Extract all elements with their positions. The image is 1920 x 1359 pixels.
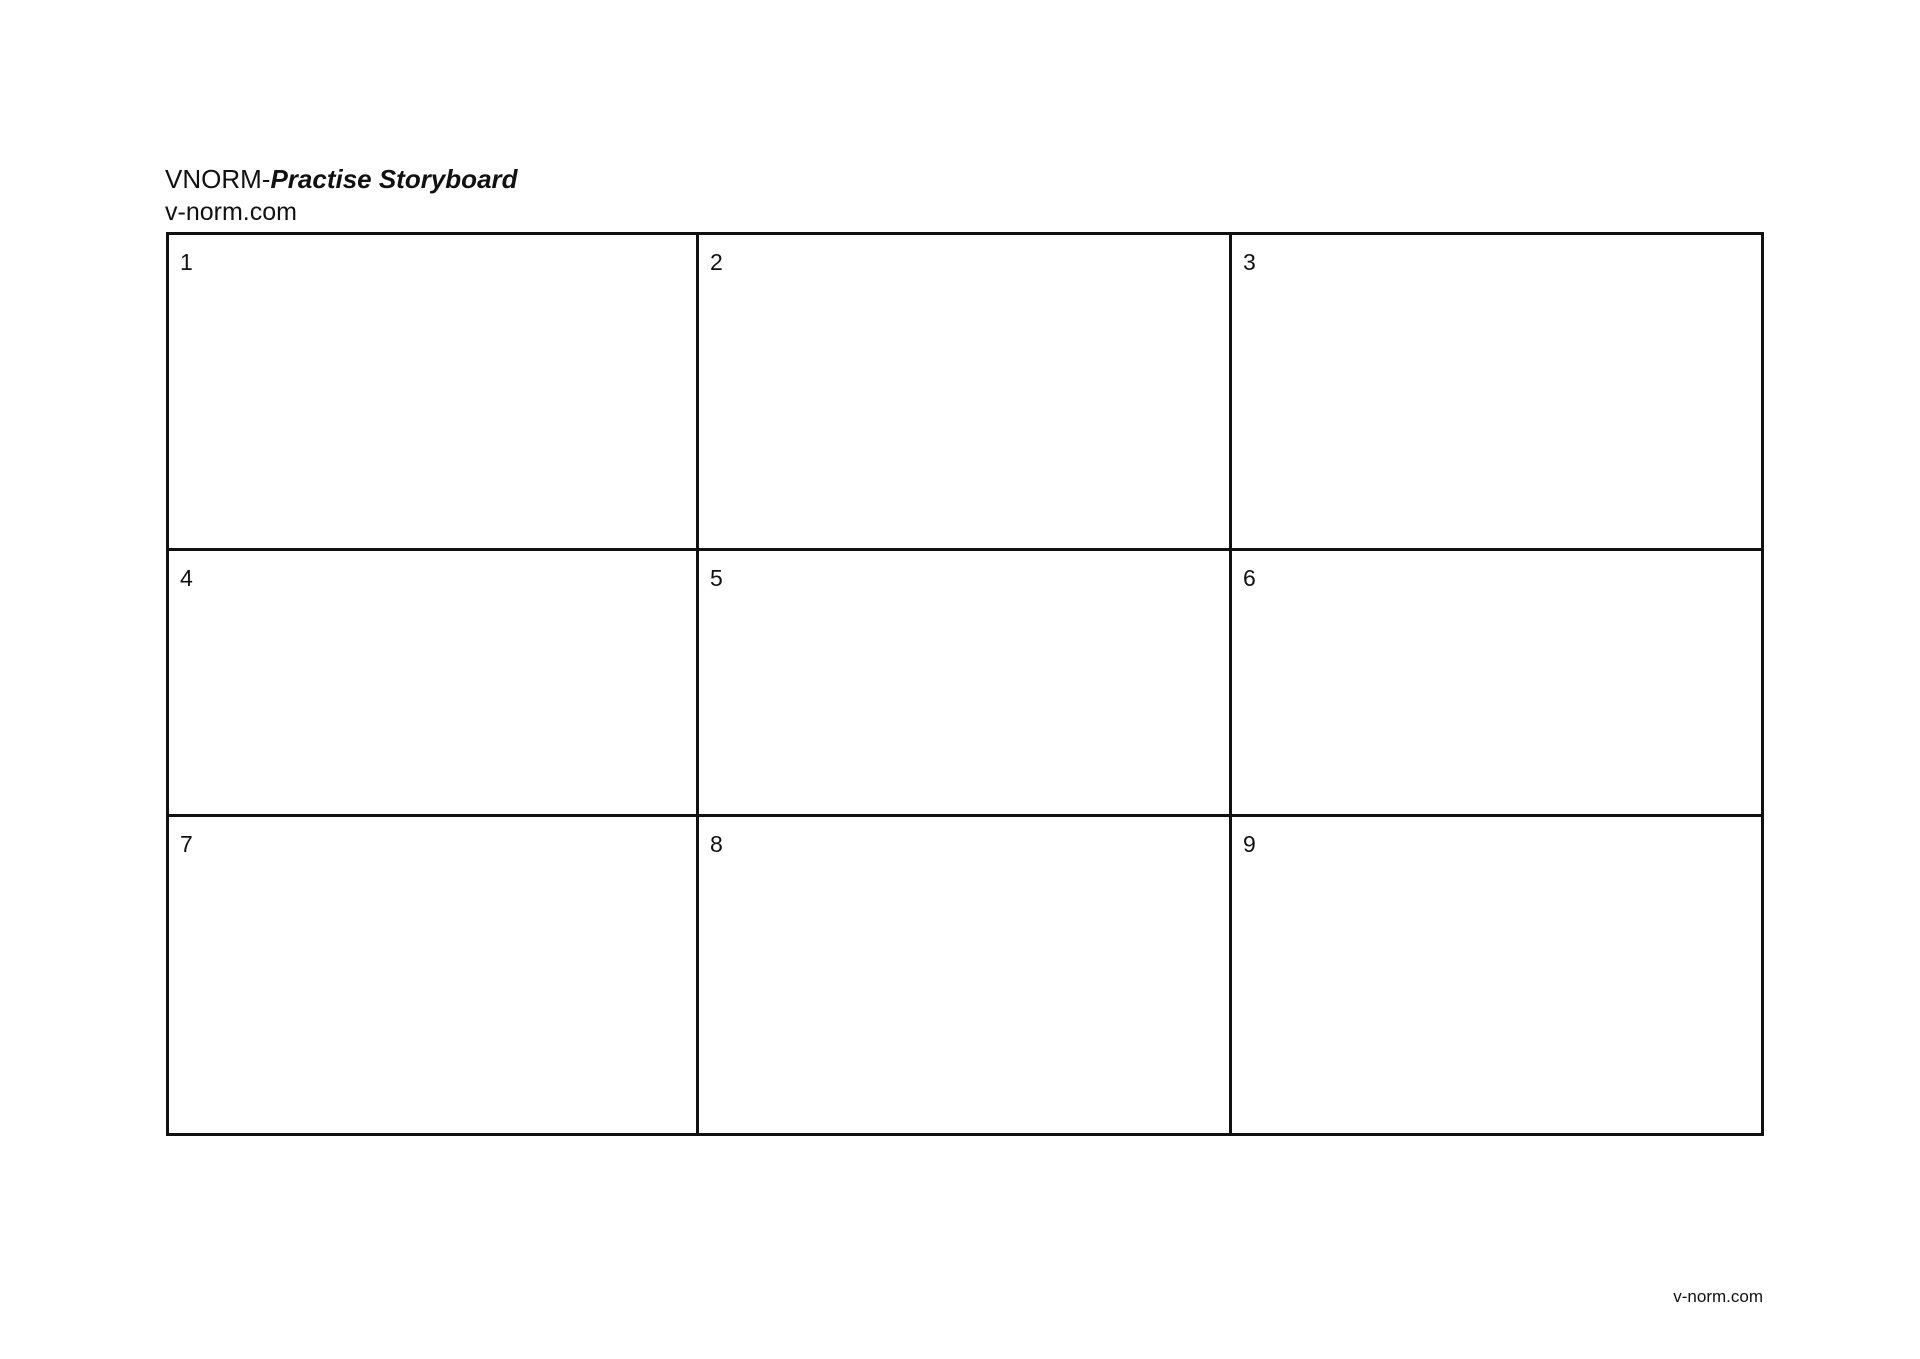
panel-number: 5 [710, 565, 723, 591]
panel-number: 3 [1243, 249, 1256, 275]
footer-url: v-norm.com [1673, 1287, 1763, 1306]
panel-number: 1 [180, 249, 193, 275]
panel-number: 4 [180, 565, 193, 591]
storyboard-panel-4 [169, 551, 699, 817]
panel-number: 6 [1243, 565, 1256, 591]
panel-number: 9 [1243, 831, 1256, 857]
title-prefix: VNORM- [165, 164, 271, 194]
site-url: v-norm.com [165, 198, 297, 226]
page-title [165, 163, 518, 195]
storyboard-panel-5 [699, 551, 1232, 817]
storyboard-panel-2 [699, 235, 1232, 551]
storyboard-panel-8 [699, 817, 1232, 1133]
panel-number: 7 [180, 831, 193, 857]
page-header [165, 163, 518, 228]
storyboard-grid [166, 232, 1764, 1136]
storyboard-panel-7 [169, 817, 699, 1133]
storyboard-panel-9 [1232, 817, 1761, 1133]
storyboard-panel-1 [169, 235, 699, 551]
storyboard-panel-3 [1232, 235, 1761, 551]
panel-number: 2 [710, 249, 723, 275]
title-emphasis: Practise Storyboard [270, 164, 518, 194]
storyboard-panel-6 [1232, 551, 1761, 817]
panel-number: 8 [710, 831, 723, 857]
